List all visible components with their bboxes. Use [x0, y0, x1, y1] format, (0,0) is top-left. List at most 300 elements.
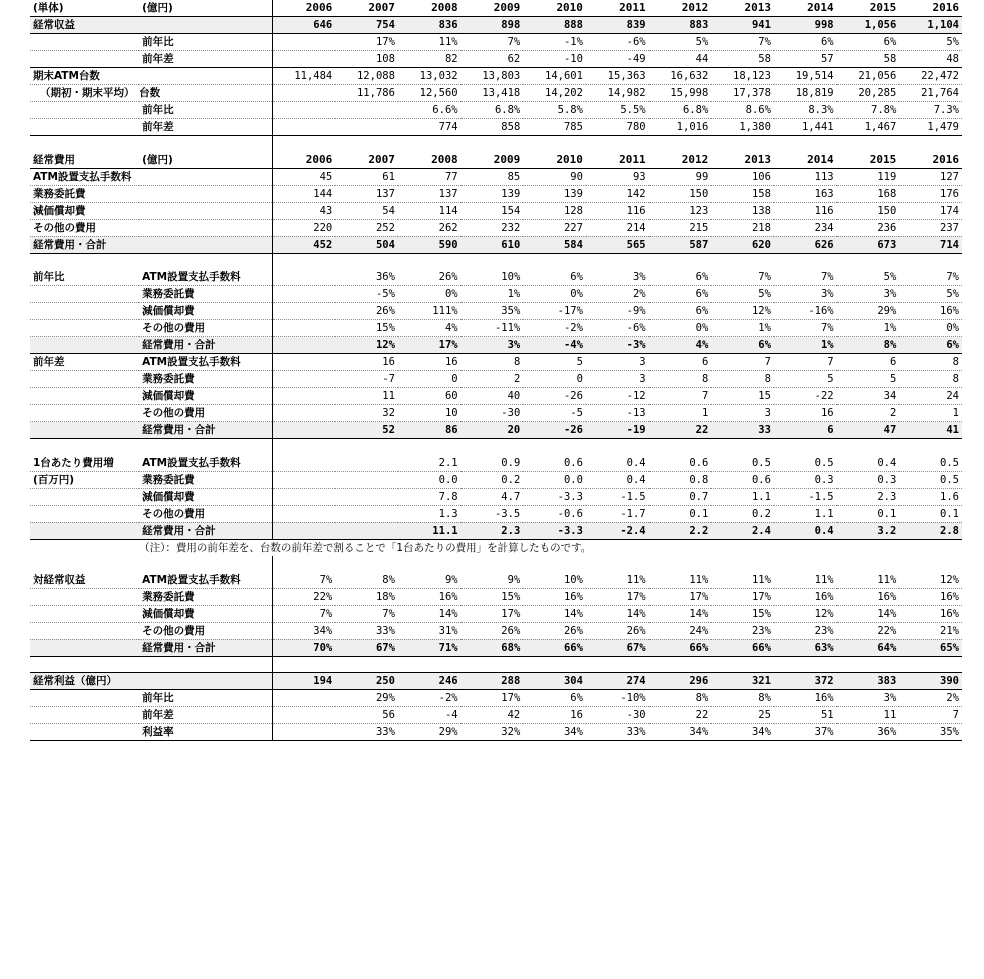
- row-label: 経常費用・合計: [139, 639, 272, 656]
- value-cell: 85: [461, 168, 524, 185]
- value-cell: -0.6: [523, 505, 586, 522]
- value-cell: 26%: [335, 303, 398, 320]
- value-cell: 941: [711, 17, 774, 34]
- value-cell: 16: [523, 706, 586, 723]
- value-cell: 36%: [837, 723, 900, 740]
- value-cell: 24%: [649, 622, 712, 639]
- row-label: 業務委託費: [139, 588, 272, 605]
- row-group-label: (百万円): [30, 471, 139, 488]
- value-cell: 0.7: [649, 488, 712, 505]
- value-cell: 1: [899, 405, 962, 422]
- blank-cell: [273, 439, 336, 455]
- value-cell: 11,484: [273, 68, 336, 85]
- year-header: 2007: [335, 0, 398, 17]
- spacer-row: [30, 439, 962, 455]
- value-cell: 785: [523, 119, 586, 136]
- value-cell: 6: [649, 354, 712, 371]
- value-cell: 7%: [774, 269, 837, 286]
- value-cell: 58: [837, 51, 900, 68]
- value-cell: -17%: [523, 303, 586, 320]
- value-cell: 111%: [398, 303, 461, 320]
- value-cell: 33%: [335, 723, 398, 740]
- year-header: 2014: [774, 0, 837, 17]
- value-cell: [273, 689, 336, 706]
- year-header: 2010: [523, 0, 586, 17]
- value-cell: -10%: [586, 689, 649, 706]
- value-cell: 11%: [711, 572, 774, 589]
- value-cell: 34%: [649, 723, 712, 740]
- atm-count-row: [30, 68, 962, 85]
- value-cell: 168: [837, 185, 900, 202]
- value-cell: 0%: [649, 320, 712, 337]
- value-cell: 14,202: [523, 85, 586, 102]
- value-cell: 0.1: [649, 505, 712, 522]
- value-cell: 780: [586, 119, 649, 136]
- blank-cell: [774, 439, 837, 455]
- blank-cell: [837, 136, 900, 152]
- value-cell: 32%: [461, 723, 524, 740]
- value-cell: 17%: [461, 605, 524, 622]
- value-cell: 3: [711, 405, 774, 422]
- value-cell: 51: [774, 706, 837, 723]
- value-cell: 16%: [523, 588, 586, 605]
- value-cell: 16%: [899, 605, 962, 622]
- value-cell: 883: [649, 17, 712, 34]
- value-cell: 6.8%: [649, 102, 712, 119]
- value-cell: 34%: [273, 622, 336, 639]
- value-cell: 17%: [711, 588, 774, 605]
- value-cell: 0.0: [523, 471, 586, 488]
- profit-yoy-row: [30, 689, 962, 706]
- value-cell: 6%: [649, 269, 712, 286]
- value-cell: [273, 405, 336, 422]
- blank-cell: [649, 439, 712, 455]
- year-header: 2008: [398, 0, 461, 17]
- value-cell: 2.4: [711, 522, 774, 539]
- blank-cell: [335, 556, 398, 572]
- value-cell: 24: [899, 388, 962, 405]
- ratio-row: [30, 622, 962, 639]
- value-cell: -2.4: [586, 522, 649, 539]
- value-cell: -30: [586, 706, 649, 723]
- row-label: [139, 185, 272, 202]
- value-cell: 99: [649, 168, 712, 185]
- blank-cell: [461, 439, 524, 455]
- blank-cell: [30, 253, 139, 269]
- value-cell: 2.8: [899, 522, 962, 539]
- value-cell: 16%: [837, 588, 900, 605]
- blank-cell: [398, 136, 461, 152]
- value-cell: 20,285: [837, 85, 900, 102]
- row-group-label: [30, 505, 139, 522]
- ratio-row: [30, 572, 962, 589]
- value-cell: 57: [774, 51, 837, 68]
- value-cell: 19,514: [774, 68, 837, 85]
- value-cell: 82: [398, 51, 461, 68]
- value-cell: 174: [899, 202, 962, 219]
- year-header: 2008: [398, 152, 461, 169]
- value-cell: 3%: [837, 286, 900, 303]
- value-cell: 2.3: [837, 488, 900, 505]
- value-cell: 3: [586, 354, 649, 371]
- value-cell: 93: [586, 168, 649, 185]
- value-cell: 626: [774, 236, 837, 253]
- value-cell: [273, 337, 336, 354]
- ratio-row: [30, 588, 962, 605]
- spacer-row: [30, 136, 962, 152]
- row-label: 前年差: [139, 51, 272, 68]
- value-cell: 42: [461, 706, 524, 723]
- value-cell: 0.1: [837, 505, 900, 522]
- value-cell: [273, 505, 336, 522]
- value-cell: -1.5: [586, 488, 649, 505]
- header-title: 経常費用: [30, 152, 139, 169]
- value-cell: 43: [273, 202, 336, 219]
- value-cell: 1,016: [649, 119, 712, 136]
- year-header: 2006: [273, 0, 336, 17]
- ratio-row: [30, 605, 962, 622]
- value-cell: 16%: [774, 689, 837, 706]
- value-cell: 23%: [774, 622, 837, 639]
- value-cell: 8: [461, 354, 524, 371]
- blank-cell: [586, 439, 649, 455]
- value-cell: 71%: [398, 639, 461, 656]
- row-group-label: 1台あたり費用増: [30, 455, 139, 472]
- value-cell: 2.1: [398, 455, 461, 472]
- value-cell: 11: [837, 706, 900, 723]
- value-cell: 7%: [273, 605, 336, 622]
- row-label: その他の費用: [139, 405, 272, 422]
- value-cell: 6.6%: [398, 102, 461, 119]
- value-cell: 7%: [774, 320, 837, 337]
- value-cell: 0.5: [711, 455, 774, 472]
- blank-cell: [586, 253, 649, 269]
- value-cell: 4%: [398, 320, 461, 337]
- value-cell: 321: [711, 672, 774, 689]
- diff-row: [30, 405, 962, 422]
- value-cell: 150: [837, 202, 900, 219]
- value-cell: -19: [586, 422, 649, 439]
- value-cell: 21%: [899, 622, 962, 639]
- value-cell: [273, 354, 336, 371]
- row-label: 減価償却費: [139, 388, 272, 405]
- blank-cell: [774, 656, 837, 672]
- row-label: 前年差: [139, 119, 272, 136]
- value-cell: 1,380: [711, 119, 774, 136]
- value-cell: -26: [523, 422, 586, 439]
- value-cell: 220: [273, 219, 336, 236]
- value-cell: 176: [899, 185, 962, 202]
- value-cell: 29%: [837, 303, 900, 320]
- blank-cell: [774, 253, 837, 269]
- value-cell: 20: [461, 422, 524, 439]
- value-cell: 52: [335, 422, 398, 439]
- value-cell: 714: [899, 236, 962, 253]
- value-cell: -3%: [586, 337, 649, 354]
- value-cell: 68%: [461, 639, 524, 656]
- value-cell: 16%: [398, 588, 461, 605]
- value-cell: 7: [774, 354, 837, 371]
- value-cell: 17%: [461, 689, 524, 706]
- value-cell: 21,764: [899, 85, 962, 102]
- value-cell: 565: [586, 236, 649, 253]
- value-cell: 44: [649, 51, 712, 68]
- financial-table: [30, 0, 962, 741]
- per-unit-row: [30, 488, 962, 505]
- value-cell: -4%: [523, 337, 586, 354]
- value-cell: 67%: [586, 639, 649, 656]
- row-label: 減価償却費: [139, 488, 272, 505]
- value-cell: 66%: [523, 639, 586, 656]
- value-cell: -3.5: [461, 505, 524, 522]
- row-group-label: 経常収益: [30, 17, 139, 34]
- value-cell: 67%: [335, 639, 398, 656]
- value-cell: 898: [461, 17, 524, 34]
- spacer-row: [30, 656, 962, 672]
- value-cell: 116: [774, 202, 837, 219]
- year-header: 2009: [461, 0, 524, 17]
- year-header: 2016: [899, 0, 962, 17]
- value-cell: 35%: [461, 303, 524, 320]
- blank-cell: [335, 656, 398, 672]
- expense-row: [30, 219, 962, 236]
- value-cell: 3%: [837, 689, 900, 706]
- value-cell: 620: [711, 236, 774, 253]
- blank-cell: [139, 656, 272, 672]
- row-group-label: [30, 337, 139, 354]
- blank-cell: [139, 439, 272, 455]
- value-cell: 15,998: [649, 85, 712, 102]
- year-header: 2015: [837, 152, 900, 169]
- value-cell: 0.3: [837, 471, 900, 488]
- value-cell: 22%: [837, 622, 900, 639]
- value-cell: [273, 85, 336, 102]
- row-group-label: [30, 488, 139, 505]
- row-label: [139, 17, 272, 34]
- value-cell: 114: [398, 202, 461, 219]
- value-cell: 858: [461, 119, 524, 136]
- row-label: 業務委託費: [139, 371, 272, 388]
- blank-cell: [523, 439, 586, 455]
- blank-cell: [139, 136, 272, 152]
- value-cell: 62: [461, 51, 524, 68]
- value-cell: 70%: [273, 639, 336, 656]
- blank-cell: [30, 136, 139, 152]
- yoy-total-row: [30, 337, 962, 354]
- value-cell: 29%: [335, 689, 398, 706]
- value-cell: 6%: [837, 34, 900, 51]
- value-cell: 14%: [398, 605, 461, 622]
- value-cell: 128: [523, 202, 586, 219]
- section2-header: [30, 152, 962, 169]
- value-cell: 11%: [774, 572, 837, 589]
- blank-cell: [899, 136, 962, 152]
- year-header: 2007: [335, 152, 398, 169]
- blank-cell: [398, 556, 461, 572]
- yoy-row: [30, 320, 962, 337]
- value-cell: 0%: [899, 320, 962, 337]
- value-cell: 16: [335, 354, 398, 371]
- value-cell: 7: [649, 388, 712, 405]
- value-cell: -9%: [586, 303, 649, 320]
- value-cell: 56: [335, 706, 398, 723]
- value-cell: 0.2: [461, 471, 524, 488]
- value-cell: 888: [523, 17, 586, 34]
- value-cell: 138: [711, 202, 774, 219]
- value-cell: 11%: [586, 572, 649, 589]
- row-label: 台数: [139, 85, 272, 102]
- value-cell: 0: [398, 371, 461, 388]
- value-cell: 7: [899, 706, 962, 723]
- row-label: ATM設置支払手数料: [139, 269, 272, 286]
- value-cell: 123: [649, 202, 712, 219]
- value-cell: 372: [774, 672, 837, 689]
- value-cell: 12%: [335, 337, 398, 354]
- blank-cell: [711, 439, 774, 455]
- value-cell: 11%: [398, 34, 461, 51]
- value-cell: 232: [461, 219, 524, 236]
- value-cell: 673: [837, 236, 900, 253]
- value-cell: 6%: [523, 689, 586, 706]
- diff-total-row: [30, 422, 962, 439]
- value-cell: 7.8: [398, 488, 461, 505]
- value-cell: 1.3: [398, 505, 461, 522]
- value-cell: -22: [774, 388, 837, 405]
- value-cell: 236: [837, 219, 900, 236]
- value-cell: [335, 522, 398, 539]
- value-cell: [273, 303, 336, 320]
- year-header: 2011: [586, 152, 649, 169]
- value-cell: 0.3: [774, 471, 837, 488]
- value-cell: 33%: [586, 723, 649, 740]
- value-cell: 383: [837, 672, 900, 689]
- year-header: 2010: [523, 152, 586, 169]
- value-cell: [335, 102, 398, 119]
- value-cell: 11%: [837, 572, 900, 589]
- row-label: 利益率: [139, 723, 272, 740]
- value-cell: 8: [899, 354, 962, 371]
- value-cell: 139: [461, 185, 524, 202]
- blank-cell: [899, 656, 962, 672]
- value-cell: -6%: [586, 320, 649, 337]
- value-cell: [273, 455, 336, 472]
- value-cell: 10%: [461, 269, 524, 286]
- value-cell: 2.2: [649, 522, 712, 539]
- blank-cell: [523, 556, 586, 572]
- spacer-row: [30, 556, 962, 572]
- value-cell: 17%: [398, 337, 461, 354]
- value-cell: 6: [774, 422, 837, 439]
- value-cell: 45: [273, 168, 336, 185]
- value-cell: 0.9: [461, 455, 524, 472]
- value-cell: 154: [461, 202, 524, 219]
- value-cell: 774: [398, 119, 461, 136]
- value-cell: 11,786: [335, 85, 398, 102]
- value-cell: 113: [774, 168, 837, 185]
- value-cell: [273, 706, 336, 723]
- avg-count-row: [30, 85, 962, 102]
- row-group-label: [30, 622, 139, 639]
- row-group-label: [30, 51, 139, 68]
- row-label: 前年差: [139, 706, 272, 723]
- value-cell: [273, 522, 336, 539]
- row-group-label: 期末ATM台数: [30, 68, 139, 85]
- value-cell: 296: [649, 672, 712, 689]
- header-unit: (億円): [139, 152, 272, 169]
- row-label: 前年比: [139, 689, 272, 706]
- blank-cell: [837, 556, 900, 572]
- value-cell: 26%: [523, 622, 586, 639]
- row-label: 経常費用・合計: [139, 337, 272, 354]
- profit-margin-row: [30, 723, 962, 740]
- row-group-label: 経常利益（億円）: [30, 672, 273, 689]
- blank-cell: [139, 253, 272, 269]
- value-cell: 3%: [586, 269, 649, 286]
- value-cell: 0.8: [649, 471, 712, 488]
- row-label: 減価償却費: [139, 605, 272, 622]
- value-cell: [273, 723, 336, 740]
- value-cell: 61: [335, 168, 398, 185]
- value-cell: 0%: [398, 286, 461, 303]
- per-unit-total-row: [30, 522, 962, 539]
- revenue-diff-row: [30, 51, 962, 68]
- value-cell: 60: [398, 388, 461, 405]
- value-cell: -1%: [523, 34, 586, 51]
- blank-cell: [711, 136, 774, 152]
- value-cell: 590: [398, 236, 461, 253]
- value-cell: 2.3: [461, 522, 524, 539]
- value-cell: 237: [899, 219, 962, 236]
- value-cell: 7.8%: [837, 102, 900, 119]
- per-unit-row: [30, 455, 962, 472]
- row-group-label: [30, 320, 139, 337]
- blank-cell: [774, 136, 837, 152]
- row-group-label: [30, 102, 139, 119]
- value-cell: 252: [335, 219, 398, 236]
- value-cell: 3%: [461, 337, 524, 354]
- value-cell: 5.5%: [586, 102, 649, 119]
- value-cell: 64%: [837, 639, 900, 656]
- value-cell: 127: [899, 168, 962, 185]
- blank-cell: [398, 439, 461, 455]
- value-cell: 0.0: [398, 471, 461, 488]
- header-unit: (億円): [139, 0, 272, 17]
- blank-cell: [586, 656, 649, 672]
- value-cell: 304: [523, 672, 586, 689]
- value-cell: 6%: [774, 34, 837, 51]
- expense-total-row: [30, 236, 962, 253]
- value-cell: 13,803: [461, 68, 524, 85]
- value-cell: 288: [461, 672, 524, 689]
- blank-cell: [586, 556, 649, 572]
- value-cell: 66%: [711, 639, 774, 656]
- value-cell: [273, 471, 336, 488]
- row-group-label: [30, 119, 139, 136]
- value-cell: 0.5: [899, 455, 962, 472]
- blank-cell: [711, 253, 774, 269]
- value-cell: 22%: [273, 588, 336, 605]
- value-cell: 0.4: [586, 455, 649, 472]
- year-header: 2009: [461, 152, 524, 169]
- value-cell: 0.6: [649, 455, 712, 472]
- row-label: ATM設置支払手数料: [139, 354, 272, 371]
- row-label: ATM設置支払手数料: [139, 572, 272, 589]
- per-unit-row: [30, 471, 962, 488]
- diff-row: [30, 371, 962, 388]
- value-cell: 16%: [899, 303, 962, 320]
- blank-cell: [649, 556, 712, 572]
- value-cell: 1.6: [899, 488, 962, 505]
